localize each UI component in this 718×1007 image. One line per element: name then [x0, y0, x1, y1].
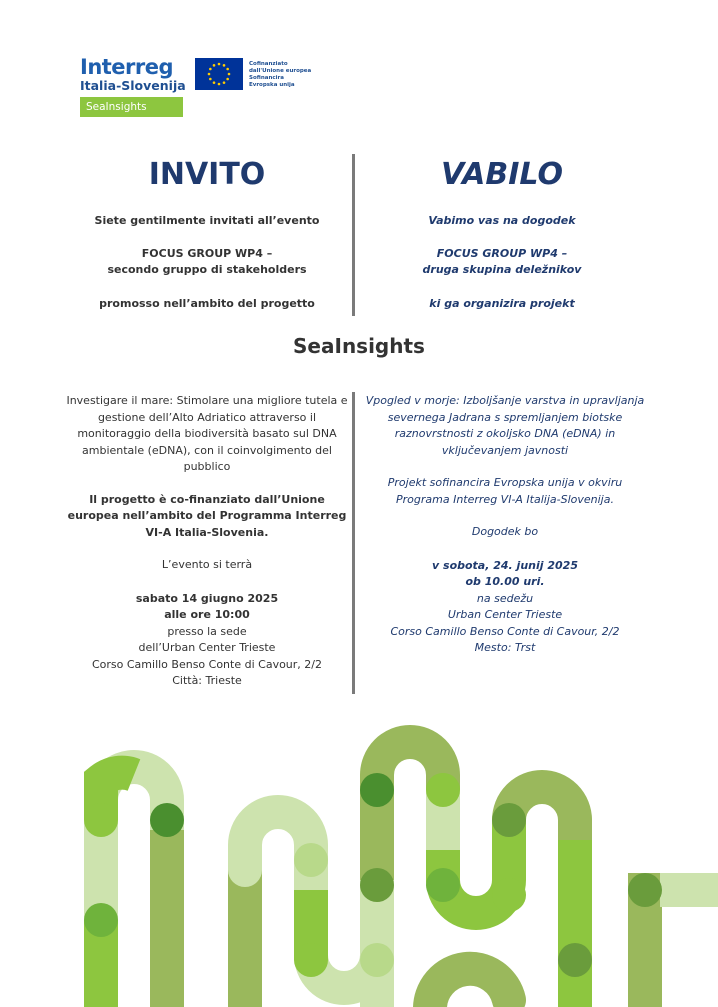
eu-text-line: Cofinanziato [249, 61, 288, 67]
event-date: v sobota, 24. junij 2025 [432, 558, 578, 572]
project-title: SeaInsights [293, 334, 425, 358]
eu-star [223, 81, 226, 84]
event-time: ob 10.00 uri. [465, 575, 545, 588]
venue-name: dell’Urban Center Trieste [138, 641, 276, 654]
eu-star [209, 78, 212, 81]
venue-city: Mesto: Trst [474, 641, 536, 654]
eu-cofinance-text [249, 61, 311, 89]
eu-star [213, 81, 216, 84]
venue-address: Corso Camillo Benso Conte di Cavour, 2/2 [390, 624, 620, 638]
focus-group-line: FOCUS GROUP WP4 – [141, 246, 273, 260]
eu-flag-icon [195, 58, 243, 90]
slovenian-details [360, 393, 650, 657]
eu-star [226, 68, 229, 71]
eu-text-line: Sofinancira [249, 75, 284, 81]
event-intro: L’evento si terrà [161, 558, 253, 571]
event-time: alle ore 10:00 [164, 608, 250, 621]
eu-star [213, 64, 216, 67]
italian-details [62, 393, 352, 690]
event-date: sabato 14 giugno 2025 [135, 591, 279, 605]
eu-star [223, 64, 226, 67]
focus-group-subline: secondo gruppo di stakeholders [107, 263, 307, 276]
invite-line: Siete gentilmente invitati all’evento [94, 214, 320, 227]
eu-star [208, 73, 211, 76]
vabilo-column [352, 157, 652, 312]
venue-address: Corso Camillo Benso Conte di Cavour, 2/2 [91, 657, 322, 671]
project-description: Vpogled v morje: Izboljšanje varstva in upravljanja severnega Jadrana s spremljanjem biotske raznovrstnosti z okoljsko DNA (eDNA) in vključevanjem javnosti [365, 394, 645, 457]
promoted-line: ki ga organizira projekt [429, 296, 575, 310]
project-description: Investigare il mare: Stimolare una migliore tutela e gestione dell’Alto Adriatico attraverso il monitoraggio della biodiversità basato sul DNA ambientale (eDNA), con il coinvolgimento del pubblico [66, 394, 348, 473]
promoted-line: promosso nell’ambito del progetto [99, 296, 315, 310]
eu-text-line: dall'Unione europea [249, 68, 312, 74]
venue-name: Urban Center Trieste [447, 608, 563, 621]
vabilo-heading: VABILO [441, 157, 563, 192]
eu-star [218, 83, 221, 86]
focus-group-line: FOCUS GROUP WP4 – [436, 246, 568, 260]
eu-star [226, 78, 229, 81]
venue-intro: presso la sede [167, 624, 247, 638]
project-logo-bar: SeaInsights [80, 97, 183, 117]
focus-group-subline: druga skupina deležnikov [422, 263, 582, 276]
venue-intro: na sedežu [476, 591, 534, 605]
decorative-tubes-graphic [0, 700, 718, 1007]
eu-star [209, 68, 212, 71]
program-name: Italia-Slovenija [80, 78, 186, 93]
eu-text-line: Evropska unija [249, 82, 295, 88]
venue-city: Città: Trieste [172, 674, 242, 687]
eu-star [218, 63, 221, 66]
eu-star [228, 73, 231, 76]
event-intro: Dogodek bo [471, 525, 539, 538]
eu-stars-icon [195, 58, 243, 90]
invito-column [57, 157, 357, 312]
invito-heading: INVITO [148, 157, 266, 192]
cofinance-statement: Projekt sofinancira Evropska unija v okviru Programa Interreg VI-A Italija-Slovenija. [387, 476, 623, 506]
invite-line: Vabimo vas na dogodek [428, 214, 576, 227]
cofinance-statement: Il progetto è co-finanziato dall’Unione europea nell’ambito del Programma Interreg VI-A Italia-Slovenia. [67, 492, 347, 539]
column-divider-bottom [352, 392, 355, 694]
interreg-logo-text: Interreg [80, 55, 174, 79]
